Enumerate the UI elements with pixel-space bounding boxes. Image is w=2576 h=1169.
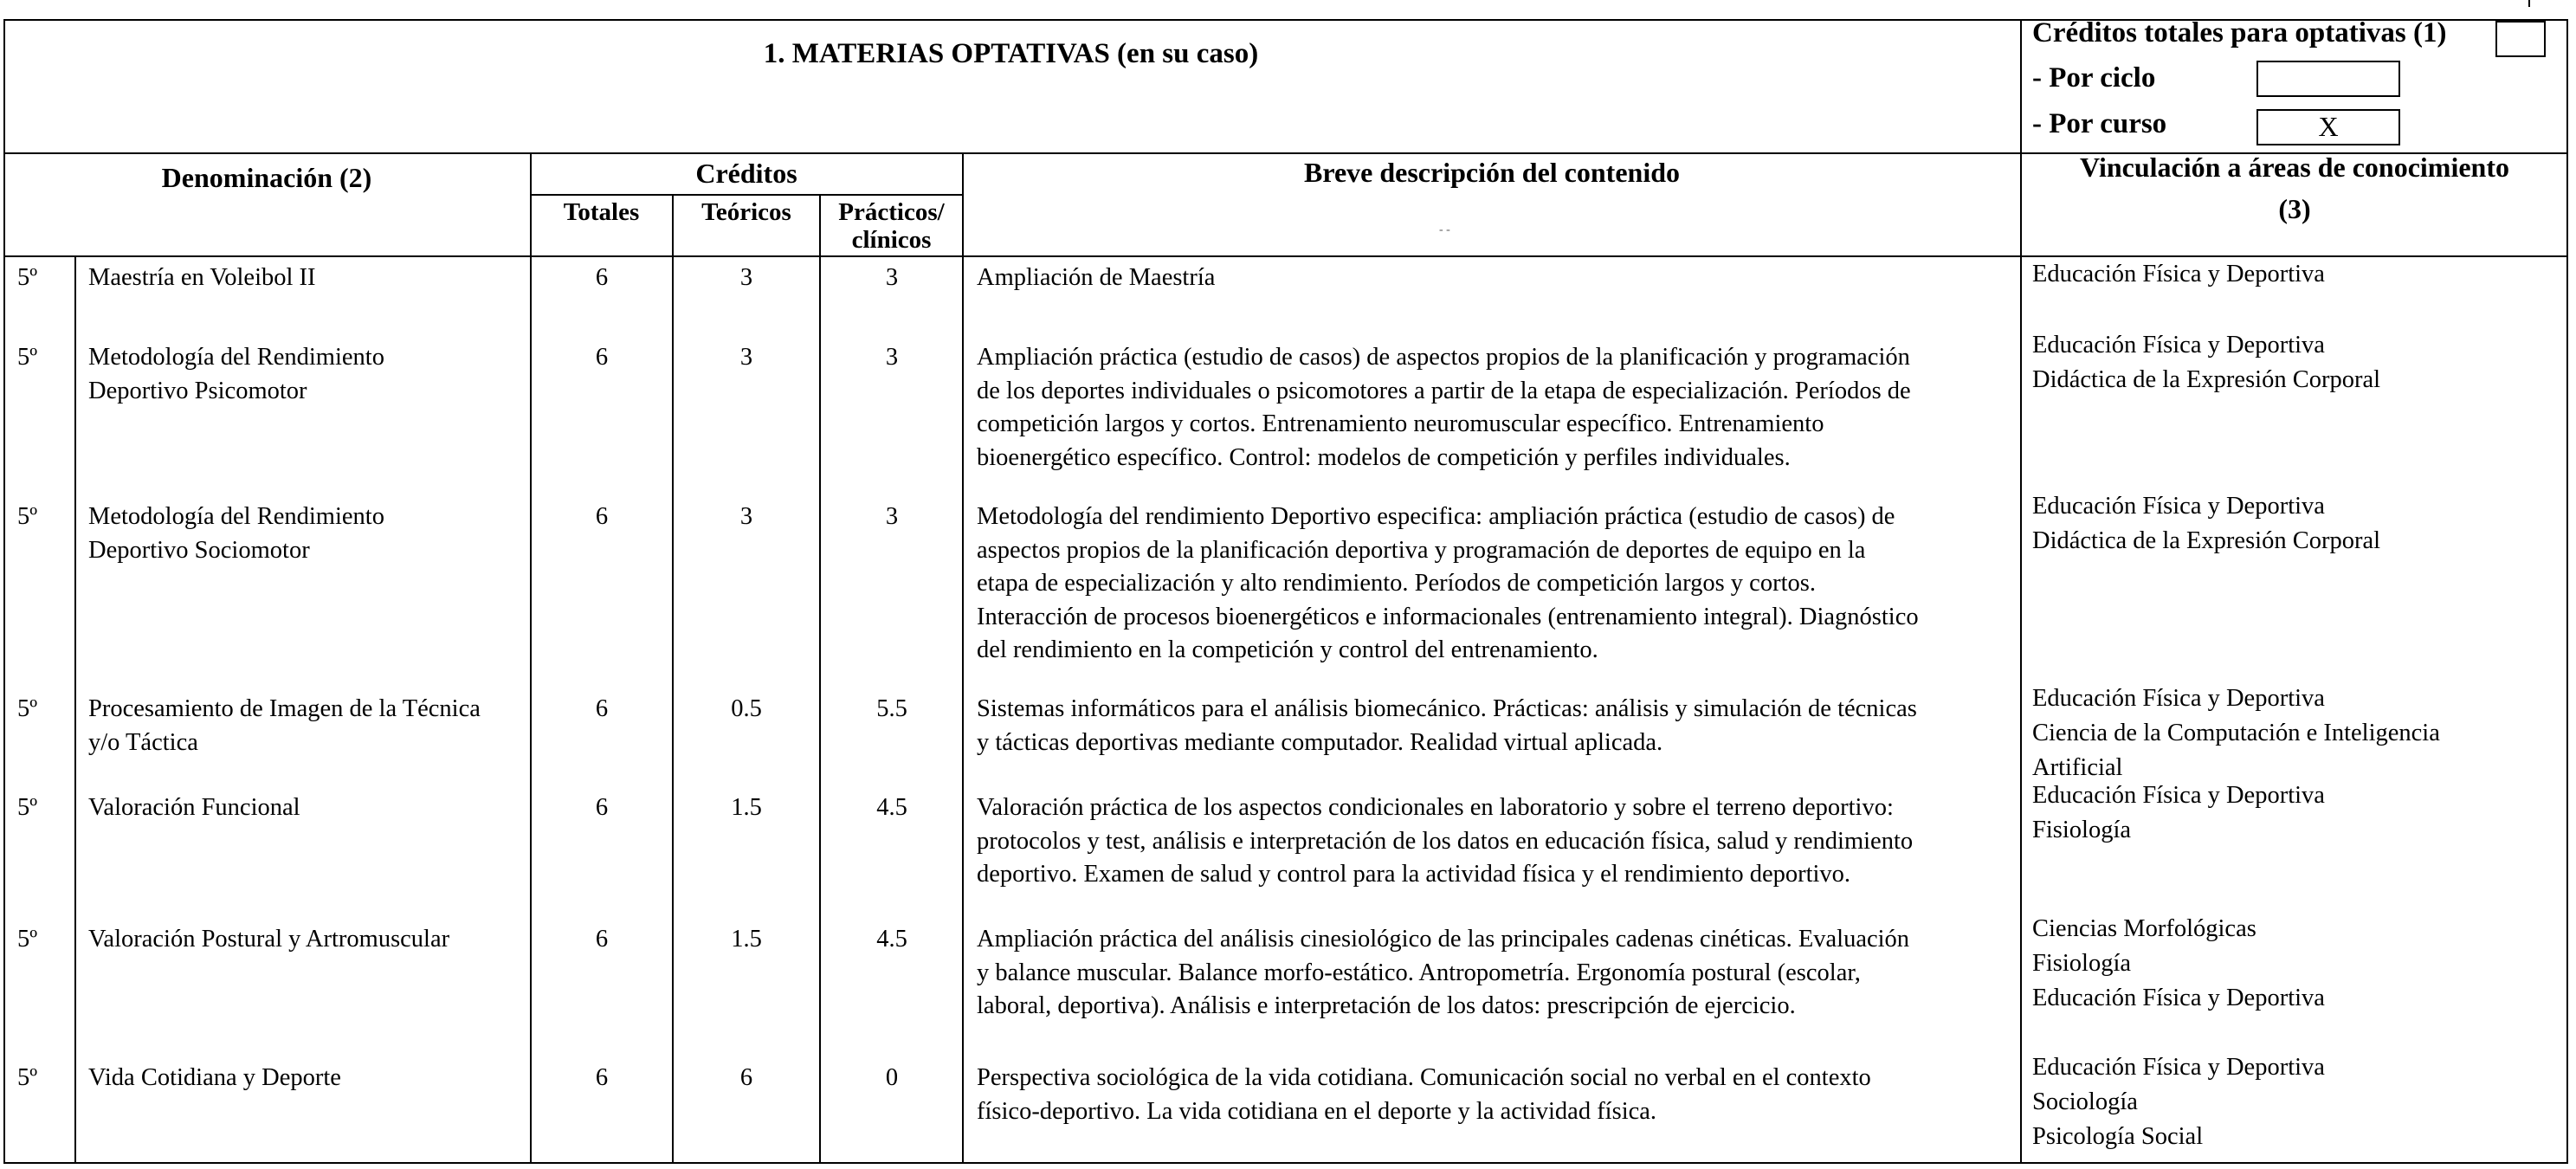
course-cell: 5º xyxy=(17,1064,38,1091)
description-line: Metodología del rendimiento Deportivo especifica: ampliación práctica (estudio de casos) de xyxy=(977,503,1895,530)
description-line: de los deportes individuales o psicomotores a partir de la etapa de especialización. Períodos de xyxy=(977,377,1911,404)
teoricos-cell: 3 xyxy=(739,344,753,371)
area-line: Ciencias Morfológicas xyxy=(2032,915,2256,942)
area-line: Ciencia de la Computación e Inteligencia xyxy=(2032,720,2440,746)
por-ciclo-label: - Por ciclo xyxy=(2032,62,2156,94)
teoricos-cell: 6 xyxy=(739,1064,753,1091)
totales-cell: 6 xyxy=(595,503,609,530)
col-divider-credits-left xyxy=(530,152,532,1164)
area-line: Psicología Social xyxy=(2032,1123,2204,1150)
header-vinculacion-line1: Vinculación a áreas de conocimiento xyxy=(2080,152,2509,183)
description-line: protocolos y test, análisis e interpretación de los datos en educación física, salud y rendimiento xyxy=(977,827,1914,855)
corner-mark xyxy=(2528,0,2530,7)
por-curso-label: - Por curso xyxy=(2032,108,2167,139)
area-line: Didáctica de la Expresión Corporal xyxy=(2032,366,2381,393)
description-line: Sistemas informáticos para el análisis biomecánico. Prácticas: análisis y simulación de técnicas xyxy=(977,695,1917,722)
description-line: Interacción de procesos bioenergéticos e informacionales (entrenamiento integral). Diagnóstico xyxy=(977,603,1919,630)
area-line: Sociología xyxy=(2032,1088,2138,1115)
teoricos-cell: 1.5 xyxy=(731,926,762,953)
description-line: deportivo. Examen de salud y control para la actividad física y el rendimiento deportivo. xyxy=(977,861,1851,888)
header-teoricos: Teóricos xyxy=(701,198,791,226)
subject-name: Vida Cotidiana y Deporte xyxy=(88,1064,341,1091)
stray-mark: - - xyxy=(1439,223,1450,236)
header-creditos: Créditos xyxy=(695,158,797,189)
course-cell: 5º xyxy=(17,344,38,371)
subject-name: Metodología del Rendimiento xyxy=(88,344,384,371)
subject-name: Valoración Funcional xyxy=(88,794,300,821)
totales-cell: 6 xyxy=(595,264,609,291)
practicos-cell: 3 xyxy=(885,344,899,371)
practicos-cell: 5.5 xyxy=(876,695,907,722)
section-title: 1. MATERIAS OPTATIVAS (en su caso) xyxy=(763,38,1259,69)
description-line: competición largos y cortos. Entrenamiento neuromuscular específico. Entrenamiento xyxy=(977,410,1824,437)
description-line: Ampliación práctica (estudio de casos) de aspectos propios de la planificación y programación xyxy=(977,344,1910,371)
totales-cell: 6 xyxy=(595,794,609,821)
subject-name: y/o Táctica xyxy=(88,729,198,756)
description-line: Valoración práctica de los aspectos condicionales en laboratorio y sobre el terreno deportivo: xyxy=(977,794,1894,821)
subject-name: Valoración Postural y Artromuscular xyxy=(88,926,450,953)
teoricos-cell: 1.5 xyxy=(731,794,762,821)
course-cell: 5º xyxy=(17,926,38,953)
description-line: aspectos propios de la planificación deportiva y programación de deportes de equipo en la xyxy=(977,536,1866,564)
header-descripcion: Breve descripción del contenido xyxy=(1303,157,1681,188)
header-vinculacion-line2: (3) xyxy=(2278,193,2311,224)
teoricos-cell: 3 xyxy=(739,503,753,530)
description-line: etapa de especialización y alto rendimiento. Períodos de competición largos y cortos. xyxy=(977,570,1816,597)
col-divider-course xyxy=(74,255,76,1164)
subject-name: Metodología del Rendimiento xyxy=(88,503,384,530)
col-divider-credits-right xyxy=(962,152,964,1164)
area-line: Artificial xyxy=(2032,754,2123,781)
description-line: y tácticas deportivas mediante computador. Realidad virtual aplicada. xyxy=(977,728,1663,756)
totales-cell: 6 xyxy=(595,926,609,953)
description-line: laboral, deportiva). Análisis e interpretación de los datos: prescripción de ejercicio. xyxy=(977,992,1796,1019)
teoricos-cell: 3 xyxy=(739,264,753,291)
area-line: Educación Física y Deportiva xyxy=(2032,685,2325,712)
practicos-cell: 4.5 xyxy=(876,926,907,953)
area-line: Educación Física y Deportiva xyxy=(2032,782,2325,809)
practicos-cell: 3 xyxy=(885,503,899,530)
area-line: Fisiología xyxy=(2032,950,2132,977)
course-cell: 5º xyxy=(17,794,38,821)
description-line: y balance muscular. Balance morfo-estático. Antropometría. Ergonomía postural (escolar, xyxy=(977,959,1861,986)
course-cell: 5º xyxy=(17,695,38,722)
totales-cell: 6 xyxy=(595,344,609,371)
credits-total-label: Créditos totales para optativas (1) xyxy=(2032,17,2447,48)
area-line: Educación Física y Deportiva xyxy=(2032,1054,2325,1081)
area-line: Educación Física y Deportiva xyxy=(2032,332,2325,358)
practicos-cell: 0 xyxy=(885,1064,899,1091)
subject-name: Maestría en Voleibol II xyxy=(88,264,316,291)
subject-name: Deportivo Sociomotor xyxy=(88,537,310,564)
description-line: físico-deportivo. La vida cotidiana en el deporte y la actividad física. xyxy=(977,1097,1657,1125)
teoricos-cell: 0.5 xyxy=(731,695,762,722)
header-denominacion: Denominación (2) xyxy=(161,162,372,193)
area-line: Didáctica de la Expresión Corporal xyxy=(2032,527,2381,554)
description-line: Ampliación de Maestría xyxy=(977,264,1216,291)
column-header-divider xyxy=(3,255,2568,257)
subject-name: Deportivo Psicomotor xyxy=(88,378,307,404)
por-curso-box[interactable]: X xyxy=(2256,109,2400,145)
por-ciclo-box[interactable] xyxy=(2256,61,2400,97)
area-line: Fisiología xyxy=(2032,817,2132,843)
practicos-cell: 3 xyxy=(885,264,899,291)
area-line: Educación Física y Deportiva xyxy=(2032,985,2325,1011)
description-line: Ampliación práctica del análisis cinesiológico de las principales cadenas cinéticas. Evaluación xyxy=(977,926,1910,953)
description-line: del rendimiento en la competición y control del entrenamiento. xyxy=(977,636,1598,663)
credits-total-box[interactable] xyxy=(2495,21,2546,57)
course-cell: 5º xyxy=(17,264,38,291)
practicos-cell: 4.5 xyxy=(876,794,907,821)
area-line: Educación Física y Deportiva xyxy=(2032,261,2325,287)
header-practicos-line2: clínicos xyxy=(851,226,932,254)
header-practicos-line1: Prácticos/ xyxy=(838,198,945,226)
area-line: Educación Física y Deportiva xyxy=(2032,493,2325,520)
col-divider-areas xyxy=(2020,19,2022,1164)
header-totales: Totales xyxy=(563,198,640,226)
description-line: bioenergético específico. Control: modelos de competición y perfiles individuales. xyxy=(977,443,1791,471)
subject-name: Procesamiento de Imagen de la Técnica xyxy=(88,695,481,722)
totales-cell: 6 xyxy=(595,695,609,722)
course-cell: 5º xyxy=(17,503,38,530)
totales-cell: 6 xyxy=(595,1064,609,1091)
description-line: Perspectiva sociológica de la vida cotidiana. Comunicación social no verbal en el contexto xyxy=(977,1064,1871,1091)
credits-subheader-divider xyxy=(530,194,964,196)
